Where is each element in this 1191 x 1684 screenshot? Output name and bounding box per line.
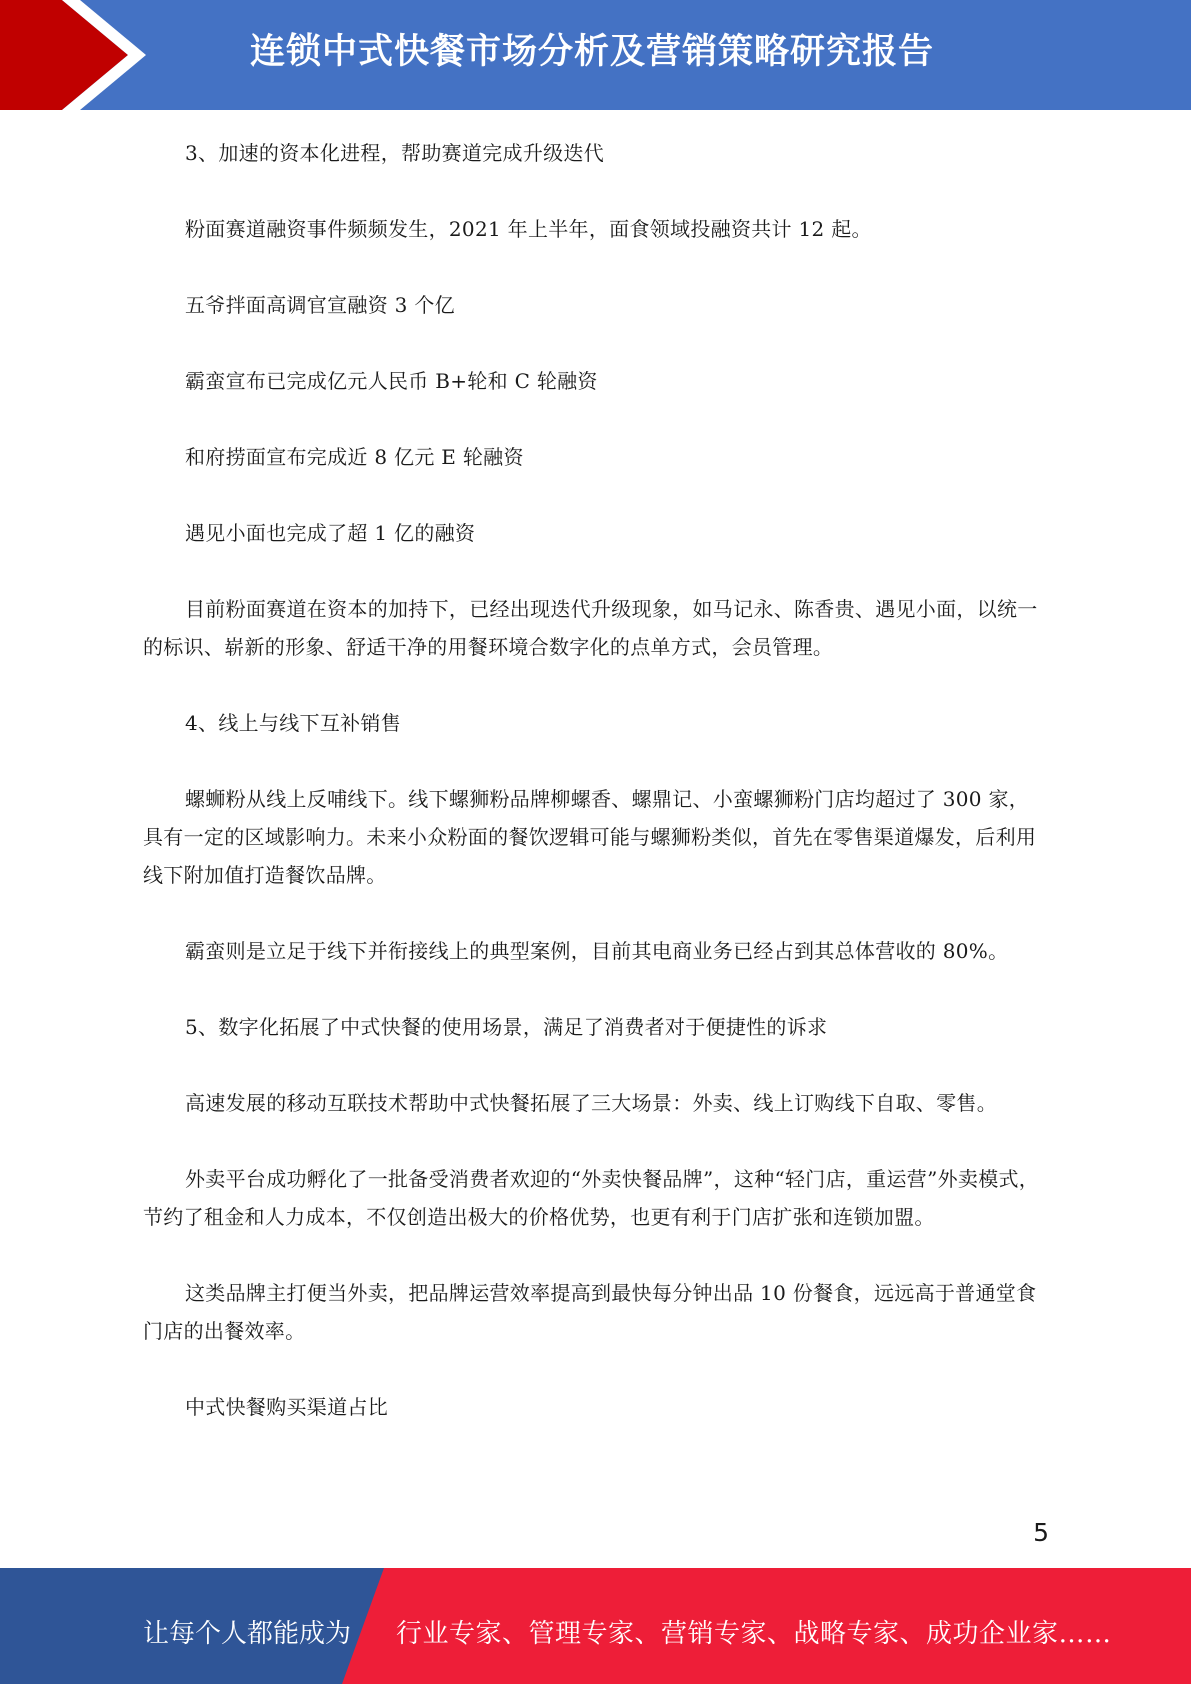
report-title: 连锁中式快餐市场分析及营销策略研究报告: [250, 32, 935, 72]
paragraph: 5、数字化拓展了中式快餐的使用场景，满足了消费者对于便捷性的诉求: [185, 1015, 828, 1039]
paragraph: 粉面赛道融资事件频频发生，2021 年上半年，面食领域投融资共计 12 起。: [185, 217, 872, 241]
paragraph: 4、线上与线下互补销售: [185, 711, 402, 735]
page-header: [0, 0, 1191, 110]
paragraph: 和府捞面宣布完成近 8 亿元 E 轮融资: [185, 445, 524, 469]
paragraph: 五爷拌面高调官宣融资 3 个亿: [185, 293, 455, 317]
paragraph: 这类品牌主打便当外卖，把品牌运营效率提高到最快每分钟出品 10 份餐食，远远高于普通堂食门店的出餐效率。: [143, 1281, 1037, 1343]
paragraph: 3、加速的资本化进程，帮助赛道完成升级迭代: [185, 141, 605, 165]
paragraph: 高速发展的移动互联技术帮助中式快餐拓展了三大场景：外卖、线上订购线下自取、零售。: [185, 1091, 997, 1115]
paragraph: 目前粉面赛道在资本的加持下，已经出现迭代升级现象，如马记永、陈香贵、遇见小面，以统一的标识、崭新的形象、舒适干净的用餐环境合数字化的点单方式，会员管理。: [143, 597, 1038, 659]
paragraph: 螺蛳粉从线上反哺线下。线下螺狮粉品牌柳螺香、螺鼎记、小蛮螺狮粉门店均超过了 300 家，具有一定的区域影响力。未来小众粉面的餐饮逻辑可能与螺狮粉类似，首先在零售渠道爆发，后利用线下附加值打造餐饮品牌。: [143, 787, 1037, 887]
footer-slogan-right: 行业专家、管理专家、营销专家、战略专家、成功企业家……: [396, 1619, 1112, 1649]
header-chevron-decoration: [0, 0, 170, 110]
paragraph: 霸蛮宣布已完成亿元人民币 B+轮和 C 轮融资: [185, 369, 598, 393]
paragraph: 霸蛮则是立足于线下并衔接线上的典型案例，目前其电商业务已经占到其总体营收的 80%。: [185, 939, 1009, 963]
footer-slogan-left: 让每个人都能成为: [143, 1619, 352, 1649]
paragraph: 中式快餐购买渠道占比: [185, 1395, 388, 1419]
page-number: 5: [1033, 1518, 1049, 1547]
page-footer: [0, 1568, 1191, 1684]
paragraph: 遇见小面也完成了超 1 亿的融资: [185, 521, 476, 545]
report-body: [143, 134, 1048, 1464]
paragraph: 外卖平台成功孵化了一批备受消费者欢迎的“外卖快餐品牌”，这种“轻门店，重运营”外卖模式，节约了租金和人力成本，不仅创造出极大的价格优势，也更有利于门店扩张和连锁加盟。: [143, 1167, 1040, 1229]
